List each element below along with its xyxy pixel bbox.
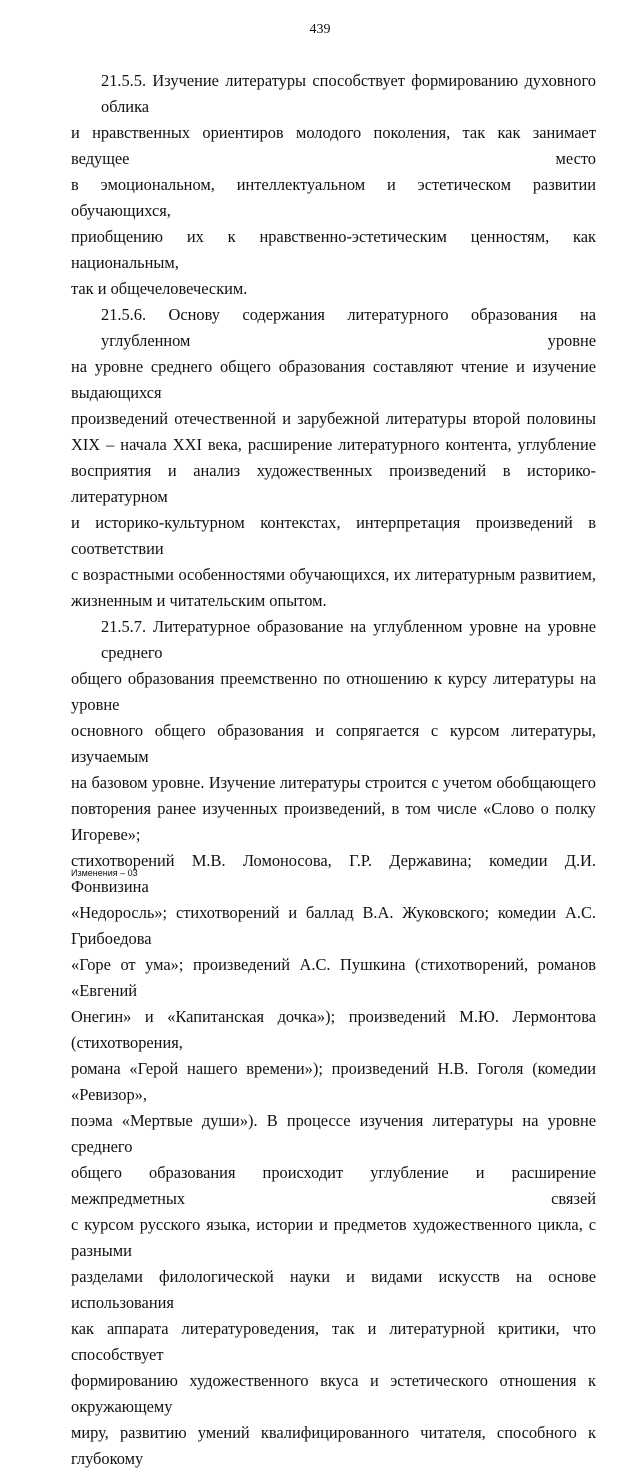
text-line: в эмоциональном, интеллектуальном и эстетическом развитии обучающихся, bbox=[71, 175, 596, 220]
text-line: 21.5.6. Основу содержания литературного образования на углубленном уровне bbox=[101, 305, 596, 350]
text-line: на базовом уровне. Изучение литературы строится с учетом обобщающего bbox=[71, 773, 596, 792]
text-line: жизненным и читательским опытом. bbox=[71, 591, 327, 610]
text-line: «Горе от ума»; произведений А.С. Пушкина (стихотворений, романов «Евгений bbox=[71, 955, 596, 1000]
text-line: приобщению их к нравственно-эстетическим ценностям, как национальным, bbox=[71, 227, 596, 272]
text-line: 21.5.7. Литературное образование на углубленном уровне на уровне среднего bbox=[101, 617, 596, 662]
text-line: поэма «Мертвые души»). В процессе изучения литературы на уровне среднего bbox=[71, 1111, 596, 1156]
text-line: восприятия и анализ художественных произведений в историко-литературном bbox=[71, 461, 596, 506]
text-line: общего образования преемственно по отношению к курсу литературы на уровне bbox=[71, 669, 596, 714]
text-line: общего образования происходит углубление и расширение межпредметных связей bbox=[71, 1163, 596, 1208]
text-line: XIX – начала XXI века, расширение литературного контента, углубление bbox=[71, 435, 596, 454]
page-content bbox=[71, 68, 596, 1472]
text-line: и нравственных ориентиров молодого поколения, так как занимает ведущее место bbox=[71, 123, 596, 168]
text-line: как аппарата литературоведения, так и литературной критики, что способствует bbox=[71, 1319, 596, 1364]
text-line: повторения ранее изученных произведений, в том числе «Слово о полку Игореве»; bbox=[71, 799, 596, 844]
text-line: так и общечеловеческим. bbox=[71, 279, 248, 298]
text-line: основного общего образования и сопрягается с курсом литературы, изучаемым bbox=[71, 721, 596, 766]
paragraph-21-5-7 bbox=[71, 614, 596, 1472]
text-line: с курсом русского языка, истории и предметов художественного цикла, с разными bbox=[71, 1215, 596, 1260]
text-line: стихотворений М.В. Ломоносова, Г.Р. Державина; комедии Д.И. Фонвизина bbox=[71, 851, 596, 896]
revision-footer: Изменения – 03 bbox=[71, 868, 138, 878]
text-line: произведений отечественной и зарубежной литературы второй половины bbox=[71, 409, 596, 428]
text-line: романа «Герой нашего времени»); произведений Н.В. Гоголя (комедии «Ревизор», bbox=[71, 1059, 596, 1104]
page-number: 439 bbox=[309, 22, 331, 37]
text-line: формированию художественного вкуса и эстетического отношения к окружающему bbox=[71, 1371, 596, 1416]
paragraph-21-5-6 bbox=[71, 302, 596, 614]
text-line: разделами филологической науки и видами искусств на основе использования bbox=[71, 1267, 596, 1312]
text-line: миру, развитию умений квалифицированного читателя, способного к глубокому bbox=[71, 1423, 596, 1468]
text-line: «Недоросль»; стихотворений и баллад В.А. Жуковского; комедии А.С. Грибоедова bbox=[71, 903, 596, 948]
text-line: и историко-культурном контекстах, интерпретация произведений в соответствии bbox=[71, 513, 596, 558]
text-line: 21.5.5. Изучение литературы способствует формированию духовного облика bbox=[101, 71, 596, 116]
text-line: на уровне среднего общего образования составляют чтение и изучение выдающихся bbox=[71, 357, 596, 402]
text-line: с возрастными особенностями обучающихся, их литературным развитием, bbox=[71, 565, 596, 584]
text-line: Онегин» и «Капитанская дочка»); произведений М.Ю. Лермонтова (стихотворения, bbox=[71, 1007, 596, 1052]
paragraph-21-5-5 bbox=[71, 68, 596, 302]
